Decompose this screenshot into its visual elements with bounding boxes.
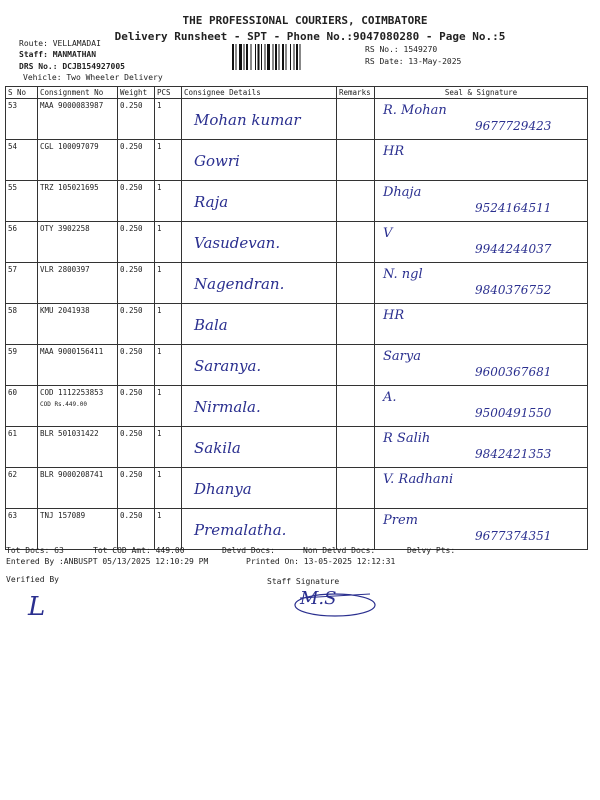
weight-text: 0.250	[120, 224, 143, 233]
signature-cell	[375, 99, 588, 140]
consignment-number-cell	[38, 427, 118, 468]
receiver-signature: A.	[383, 390, 397, 405]
signature-cell	[375, 427, 588, 468]
consignee-cell	[182, 345, 337, 386]
consignee-handwritten-name: Nirmala.	[194, 398, 261, 416]
table-row	[6, 181, 588, 222]
pieces-text: 1	[157, 511, 162, 520]
table-header-row	[6, 87, 588, 99]
weight-cell	[118, 427, 155, 468]
pieces-text: 1	[157, 142, 162, 151]
serial-number-cell	[6, 263, 38, 304]
pieces-text: 1	[157, 101, 162, 110]
consignment-number-text: OTY 3902258	[40, 224, 90, 233]
consignee-cell	[182, 181, 337, 222]
column-header: S No	[6, 87, 38, 99]
serial-number-text: 62	[8, 470, 18, 479]
receiver-phone: 9677729423	[475, 119, 552, 133]
pieces-cell	[155, 345, 182, 386]
serial-number-text: 53	[8, 101, 18, 110]
consignee-cell	[182, 140, 337, 181]
serial-number-text: 58	[8, 306, 18, 315]
weight-cell	[118, 345, 155, 386]
weight-cell	[118, 468, 155, 509]
remarks-cell	[337, 345, 375, 386]
receiver-phone: 9600367681	[475, 365, 552, 379]
weight-text: 0.250	[120, 470, 143, 479]
consignee-handwritten-name: Premalatha.	[194, 521, 287, 539]
consignee-handwritten-name: Gowri	[194, 152, 240, 170]
receiver-phone: 9842421353	[475, 447, 552, 461]
delivery-points: Delvy Pts:	[407, 546, 456, 555]
serial-number-text: 60	[8, 388, 18, 397]
consignment-number-text: MAA 9000156411	[40, 347, 104, 356]
serial-number-cell	[6, 509, 38, 550]
pieces-cell	[155, 99, 182, 140]
consignment-number-text: MAA 9000083987	[40, 101, 104, 110]
consignee-handwritten-name: Saranya.	[194, 357, 262, 375]
consignment-number-text: COD 1112253853	[40, 388, 104, 397]
table-row	[6, 386, 588, 427]
consignee-handwritten-name: Nagendran.	[194, 275, 285, 293]
consignment-number-cell	[38, 263, 118, 304]
barcode-image	[232, 44, 350, 70]
consignee-handwritten-name: Sakila	[194, 439, 241, 457]
remarks-cell	[337, 509, 375, 550]
consignee-cell	[182, 304, 337, 345]
weight-text: 0.250	[120, 183, 143, 192]
weight-text: 0.250	[120, 511, 143, 520]
serial-number-text: 56	[8, 224, 18, 233]
non-delivered-docs: Non Delvd Docs:	[303, 546, 376, 555]
serial-number-cell	[6, 304, 38, 345]
table-row	[6, 427, 588, 468]
serial-number-text: 54	[8, 142, 18, 151]
receiver-signature: Sarya	[383, 349, 421, 364]
table-row	[6, 263, 588, 304]
receiver-phone: 9944244037	[475, 242, 552, 256]
drs-label: DRS No.: DCJB154927005	[19, 62, 125, 71]
consignee-cell	[182, 509, 337, 550]
consignee-cell	[182, 99, 337, 140]
signature-cell	[375, 468, 588, 509]
staff-signature-label: Staff Signature	[267, 577, 340, 586]
remarks-cell	[337, 99, 375, 140]
pieces-cell	[155, 181, 182, 222]
pieces-text: 1	[157, 388, 162, 397]
receiver-phone: 9840376752	[475, 283, 552, 297]
serial-number-text: 61	[8, 429, 18, 438]
runsheet-subtitle: Delivery Runsheet - SPT - Phone No.:9047080280 - Page No.:5	[114, 30, 506, 43]
signature-cell	[375, 222, 588, 263]
company-title: THE PROFESSIONAL COURIERS, COIMBATORE	[182, 14, 428, 27]
pieces-text: 1	[157, 470, 162, 479]
serial-number-text: 57	[8, 265, 18, 274]
consignment-number-cell	[38, 222, 118, 263]
weight-text: 0.250	[120, 347, 143, 356]
signature-cell	[375, 304, 588, 345]
serial-number-cell	[6, 345, 38, 386]
table-row	[6, 99, 588, 140]
consignee-handwritten-name: Dhanya	[194, 480, 252, 498]
receiver-signature: Prem	[383, 513, 418, 528]
serial-number-cell	[6, 427, 38, 468]
weight-text: 0.250	[120, 265, 143, 274]
pieces-cell	[155, 427, 182, 468]
consignment-number-cell	[38, 140, 118, 181]
consignment-number-text: VLR 2800397	[40, 265, 90, 274]
signature-cell	[375, 509, 588, 550]
receiver-phone: 9524164511	[475, 201, 552, 215]
table-row	[6, 304, 588, 345]
column-header: Consignee Details	[182, 87, 337, 99]
weight-cell	[118, 222, 155, 263]
route-label: Route: VELLAMADAI	[19, 39, 101, 48]
total-cod-amount: Tot COD Amt: 449.00	[93, 546, 185, 555]
consignee-cell	[182, 468, 337, 509]
weight-text: 0.250	[120, 101, 143, 110]
staff-signature-ellipse	[290, 590, 380, 620]
printed-on: Printed On: 13-05-2025 12:12:31	[246, 557, 396, 566]
entered-by: Entered By :ANBUSPT 05/13/2025 12:10:29 PM	[6, 557, 209, 566]
consignee-handwritten-name: Bala	[194, 316, 228, 334]
consignee-cell	[182, 427, 337, 468]
consignment-number-text: BLR 9000208741	[40, 470, 104, 479]
consignment-number-cell	[38, 386, 118, 427]
consignment-number-cell	[38, 304, 118, 345]
table-row	[6, 222, 588, 263]
receiver-phone: 9500491550	[475, 406, 552, 420]
pieces-cell	[155, 263, 182, 304]
serial-number-cell	[6, 181, 38, 222]
delivered-docs: Delvd Docs:	[222, 546, 275, 555]
pieces-cell	[155, 222, 182, 263]
receiver-phone: 9677374351	[475, 529, 552, 543]
weight-text: 0.250	[120, 142, 143, 151]
weight-text: 0.250	[120, 388, 143, 397]
table-row	[6, 345, 588, 386]
remarks-cell	[337, 181, 375, 222]
signature-cell	[375, 386, 588, 427]
consignee-handwritten-name: Vasudevan.	[194, 234, 281, 252]
pieces-cell	[155, 386, 182, 427]
pieces-text: 1	[157, 183, 162, 192]
column-header: Weight	[118, 87, 155, 99]
consignee-cell	[182, 263, 337, 304]
serial-number-text: 55	[8, 183, 18, 192]
pieces-text: 1	[157, 347, 162, 356]
consignment-number-cell	[38, 468, 118, 509]
staff-signature: M.S	[300, 588, 337, 609]
receiver-signature: N. ngl	[383, 267, 423, 282]
receiver-signature: Dhaja	[383, 185, 422, 200]
column-header: PCS	[155, 87, 182, 99]
delivery-table	[5, 86, 588, 550]
signature-cell	[375, 140, 588, 181]
table-row	[6, 509, 588, 550]
signature-cell	[375, 181, 588, 222]
weight-cell	[118, 263, 155, 304]
receiver-signature: HR	[383, 308, 405, 323]
consignment-number-text: TRZ 105021695	[40, 183, 99, 192]
pieces-cell	[155, 509, 182, 550]
consignment-number-text: TNJ 157089	[40, 511, 86, 520]
remarks-cell	[337, 304, 375, 345]
consignee-handwritten-name: Raja	[194, 193, 229, 211]
remarks-cell	[337, 222, 375, 263]
weight-text: 0.250	[120, 306, 143, 315]
column-header: Remarks	[337, 87, 375, 99]
pieces-text: 1	[157, 429, 162, 438]
consignee-cell	[182, 222, 337, 263]
consignment-number-text: KMU 2041938	[40, 306, 90, 315]
pieces-cell	[155, 140, 182, 181]
remarks-cell	[337, 140, 375, 181]
receiver-signature: R. Mohan	[383, 103, 447, 118]
verified-by-label: Verified By	[6, 575, 59, 584]
weight-cell	[118, 509, 155, 550]
serial-number-cell	[6, 386, 38, 427]
pieces-cell	[155, 468, 182, 509]
serial-number-cell	[6, 140, 38, 181]
signature-cell	[375, 263, 588, 304]
consignee-cell	[182, 386, 337, 427]
remarks-cell	[337, 427, 375, 468]
receiver-signature: V. Radhani	[383, 472, 454, 487]
serial-number-text: 63	[8, 511, 18, 520]
pieces-text: 1	[157, 265, 162, 274]
consignment-number-text: CGL 100097079	[40, 142, 99, 151]
weight-text: 0.250	[120, 429, 143, 438]
remarks-cell	[337, 468, 375, 509]
serial-number-text: 59	[8, 347, 18, 356]
receiver-signature: V	[383, 226, 393, 241]
rs-number: RS No.: 1549270	[365, 45, 438, 54]
weight-cell	[118, 140, 155, 181]
serial-number-cell	[6, 468, 38, 509]
consignment-number-cell	[38, 345, 118, 386]
weight-cell	[118, 99, 155, 140]
receiver-signature: HR	[383, 144, 405, 159]
pieces-text: 1	[157, 224, 162, 233]
remarks-cell	[337, 263, 375, 304]
weight-cell	[118, 181, 155, 222]
staff-label: Staff: MANMATHAN	[19, 50, 97, 59]
cod-amount-note: COD Rs.449.00	[40, 401, 87, 408]
verified-signature: L	[28, 592, 46, 622]
column-header: Consignment No	[38, 87, 118, 99]
consignment-number-cell	[38, 99, 118, 140]
rs-date: RS Date: 13-May-2025	[365, 57, 462, 66]
table-row	[6, 140, 588, 181]
weight-cell	[118, 386, 155, 427]
signature-cell	[375, 345, 588, 386]
remarks-cell	[337, 386, 375, 427]
pieces-text: 1	[157, 306, 162, 315]
consignee-handwritten-name: Mohan kumar	[194, 111, 301, 129]
serial-number-cell	[6, 99, 38, 140]
receiver-signature: R Salih	[383, 431, 431, 446]
consignment-number-cell	[38, 181, 118, 222]
pieces-cell	[155, 304, 182, 345]
serial-number-cell	[6, 222, 38, 263]
vehicle-label: Vehicle: Two Wheeler Delivery	[23, 73, 163, 82]
column-header: Seal & Signature	[375, 87, 588, 99]
consignment-number-cell	[38, 509, 118, 550]
weight-cell	[118, 304, 155, 345]
table-row	[6, 468, 588, 509]
consignment-number-text: BLR 501031422	[40, 429, 99, 438]
total-docs: Tot Docs: 63	[6, 546, 64, 555]
